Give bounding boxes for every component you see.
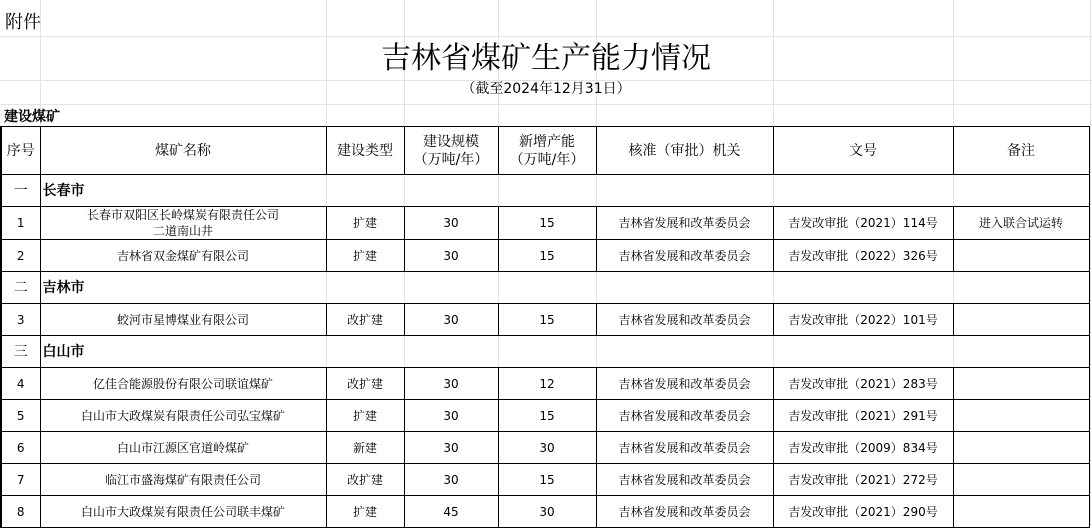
section-title: 建设煤矿 (4, 109, 60, 125)
remark (953, 304, 1089, 336)
row-index: 1 (1, 207, 40, 240)
construction-scale: 30 (404, 432, 498, 464)
table-row (1, 464, 1091, 496)
added-capacity: 15 (498, 400, 596, 432)
table-edge (1089, 240, 1091, 272)
coal-mine-table (0, 126, 1091, 528)
approval-authority: 吉林省发展和改革委员会 (596, 496, 773, 528)
row-index: 5 (1, 400, 40, 432)
document-number: 吉发改审批（2022）326号 (773, 240, 953, 272)
row-index: 2 (1, 240, 40, 272)
construction-scale: 30 (404, 400, 498, 432)
approval-authority: 吉林省发展和改革委员会 (596, 432, 773, 464)
document-number: 吉发改审批（2021）283号 (773, 368, 953, 400)
mine-name: 临江市盛海煤矿有限责任公司 (40, 464, 326, 496)
document-number: 吉发改审批（2022）101号 (773, 304, 953, 336)
header-scale (404, 127, 498, 175)
table-row (1, 304, 1091, 336)
added-capacity: 30 (498, 496, 596, 528)
row-index: 8 (1, 496, 40, 528)
table-edge (1089, 432, 1091, 464)
header-added-text: 新增产能 （万吨/年） (509, 133, 585, 168)
added-capacity: 15 (498, 207, 596, 240)
document-number: 吉发改审批（2009）834号 (773, 432, 953, 464)
construction-scale: 30 (404, 304, 498, 336)
added-capacity: 15 (498, 240, 596, 272)
table-row (1, 496, 1091, 528)
remark (953, 432, 1089, 464)
table-edge (1089, 207, 1091, 240)
header-type: 建设类型 (326, 127, 404, 175)
approval-authority: 吉林省发展和改革委员会 (596, 368, 773, 400)
mine-name: 亿佳合能源股份有限公司联谊煤矿 (40, 368, 326, 400)
added-capacity: 15 (498, 464, 596, 496)
table-header-row (1, 127, 1091, 175)
header-authority: 核准（审批）机关 (596, 127, 773, 175)
document-subtitle: （截至2024年12月31日） (461, 81, 631, 97)
group-index: 一 (1, 175, 40, 207)
table-row (1, 368, 1091, 400)
group-row (1, 272, 1091, 304)
document-number: 吉发改审批（2021）290号 (773, 496, 953, 528)
table-edge (1089, 304, 1091, 336)
remark (953, 496, 1089, 528)
document-number: 吉发改审批（2021）114号 (773, 207, 953, 240)
document-number: 吉发改审批（2021）272号 (773, 464, 953, 496)
construction-scale: 30 (404, 207, 498, 240)
row-index: 7 (1, 464, 40, 496)
construction-type: 扩建 (326, 496, 404, 528)
group-index: 三 (1, 336, 40, 368)
mine-name: 白山市大政煤炭有限责任公司弘宝煤矿 (40, 400, 326, 432)
mine-name: 蛟河市星博煤业有限公司 (40, 304, 326, 336)
construction-scale: 30 (404, 464, 498, 496)
header-index: 序号 (1, 127, 40, 175)
row-index: 6 (1, 432, 40, 464)
group-row (1, 175, 1091, 207)
row-index: 4 (1, 368, 40, 400)
group-name: 长春市 (40, 175, 1089, 207)
remark (953, 464, 1089, 496)
mine-name: 吉林省双金煤矿有限公司 (40, 240, 326, 272)
group-name: 吉林市 (40, 272, 1089, 304)
construction-type: 扩建 (326, 240, 404, 272)
header-doc-no: 文号 (773, 127, 953, 175)
remark (953, 368, 1089, 400)
mine-name: 白山市江源区官道岭煤矿 (40, 432, 326, 464)
remark: 进入联合试运转 (953, 207, 1089, 240)
document-number: 吉发改审批（2021）291号 (773, 400, 953, 432)
table-edge (1089, 272, 1091, 304)
table-edge (1089, 175, 1091, 207)
approval-authority: 吉林省发展和改革委员会 (596, 240, 773, 272)
table-edge (1089, 400, 1091, 432)
approval-authority: 吉林省发展和改革委员会 (596, 304, 773, 336)
added-capacity: 30 (498, 432, 596, 464)
construction-scale: 30 (404, 240, 498, 272)
remark (953, 400, 1089, 432)
table-row (1, 207, 1091, 240)
table-row (1, 400, 1091, 432)
header-added (498, 127, 596, 175)
gridline (0, 36, 1092, 37)
added-capacity: 12 (498, 368, 596, 400)
construction-type: 改扩建 (326, 464, 404, 496)
group-index: 二 (1, 272, 40, 304)
table-edge (1089, 127, 1091, 175)
table-edge (1089, 496, 1091, 528)
table-edge (1089, 336, 1091, 368)
remark (953, 240, 1089, 272)
construction-type: 扩建 (326, 207, 404, 240)
construction-scale: 30 (404, 368, 498, 400)
table-row (1, 240, 1091, 272)
approval-authority: 吉林省发展和改革委员会 (596, 400, 773, 432)
construction-type: 新建 (326, 432, 404, 464)
group-row (1, 336, 1091, 368)
table-edge (1089, 368, 1091, 400)
header-scale-text: 建设规模 （万吨/年） (413, 133, 489, 168)
table-edge (1089, 464, 1091, 496)
document-title: 吉林省煤矿生产能力情况 (381, 41, 711, 76)
construction-type: 改扩建 (326, 304, 404, 336)
approval-authority: 吉林省发展和改革委员会 (596, 464, 773, 496)
construction-scale: 45 (404, 496, 498, 528)
mine-name: 白山市大政煤炭有限责任公司联丰煤矿 (40, 496, 326, 528)
group-name: 白山市 (40, 336, 1089, 368)
header-remark: 备注 (953, 127, 1089, 175)
attachment-label: 附件 (5, 12, 41, 33)
header-name: 煤矿名称 (40, 127, 326, 175)
gridline (0, 104, 1092, 105)
added-capacity: 15 (498, 304, 596, 336)
construction-type: 扩建 (326, 400, 404, 432)
table-row (1, 432, 1091, 464)
approval-authority: 吉林省发展和改革委员会 (596, 207, 773, 240)
row-index: 3 (1, 304, 40, 336)
mine-name: 长春市双阳区长岭煤炭有限责任公司 二道南山井 (40, 207, 326, 240)
construction-type: 改扩建 (326, 368, 404, 400)
